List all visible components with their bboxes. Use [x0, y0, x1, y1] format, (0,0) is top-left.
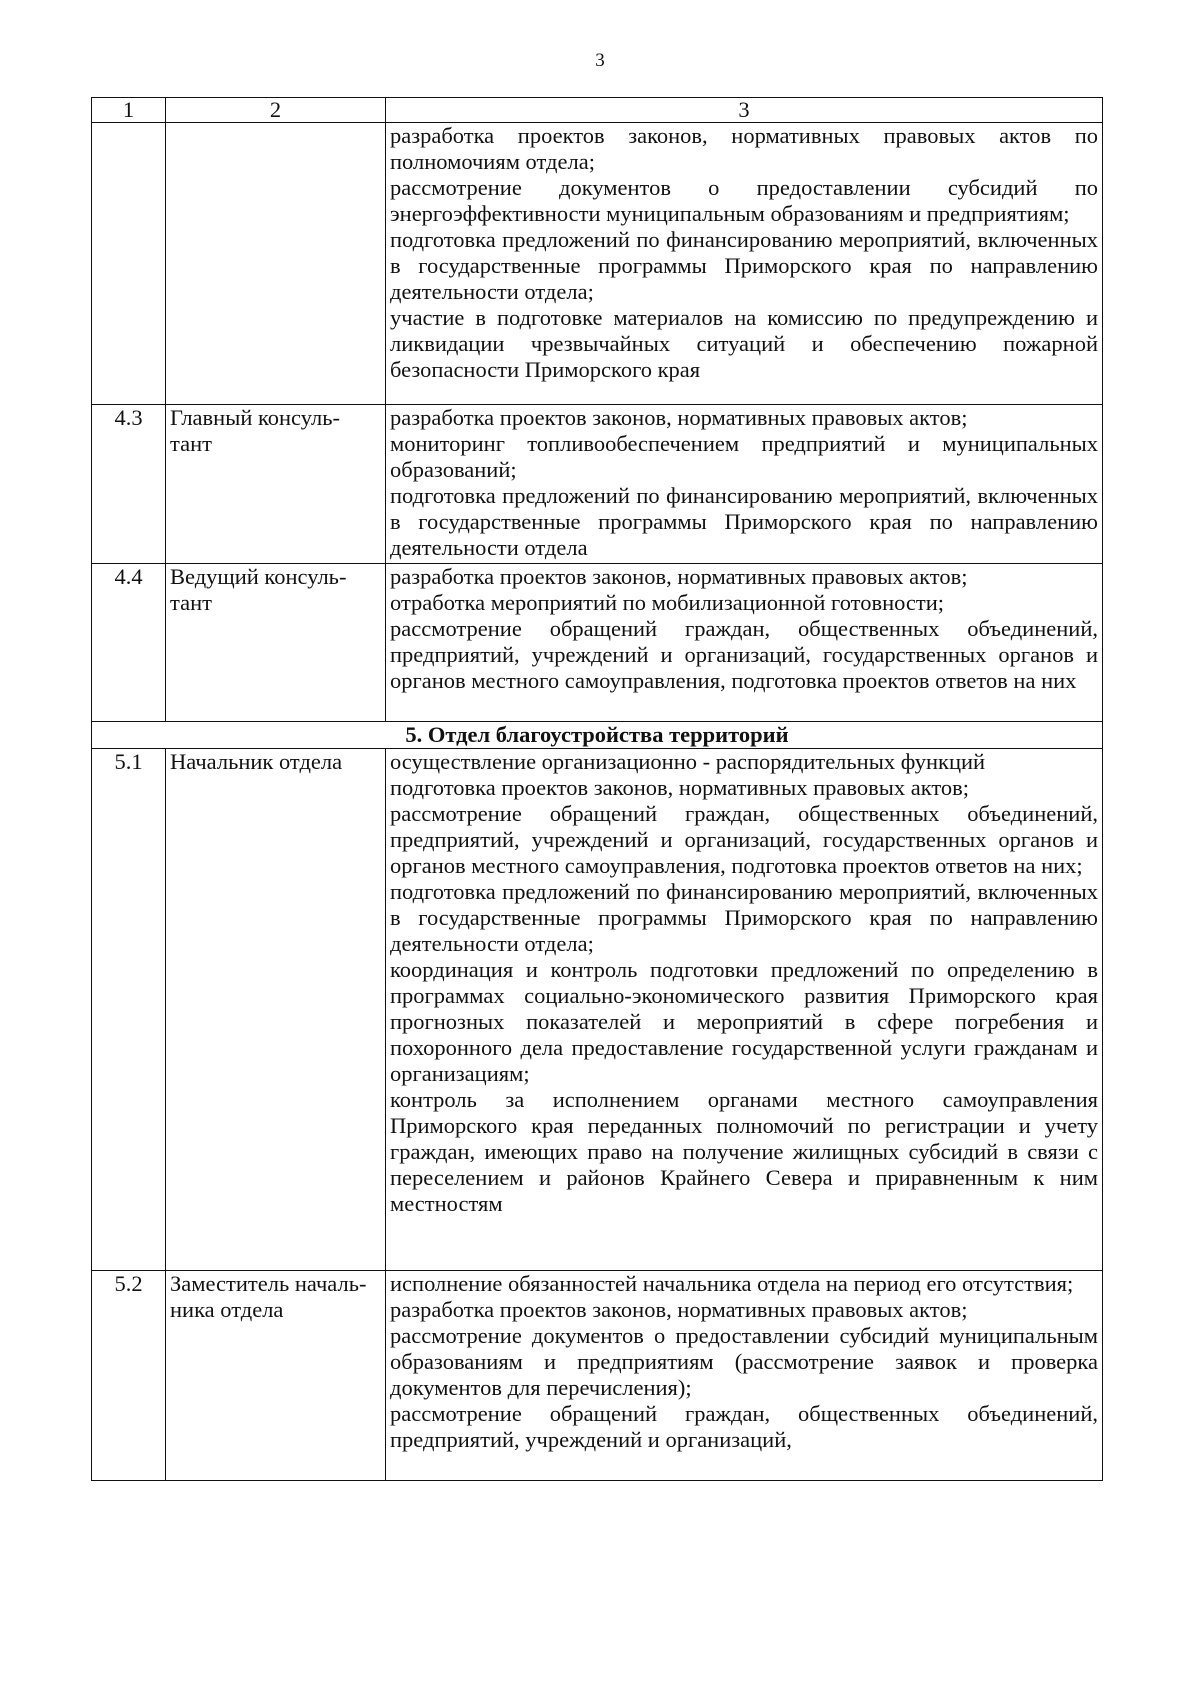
row-num-cell: 5.1 [92, 749, 166, 1271]
duty-line: участие в подготовке материалов на комиссию по предупреждению и ликвидации чрезвычайных ситуаций и обеспечению пожарной безопасности Приморского края [390, 305, 1098, 382]
duty-line: исполнение обязанностей начальника отдела на период его отсутствия; [390, 1271, 1074, 1296]
position-cell: Ведущий консуль-тант [166, 564, 386, 722]
position-cell: Начальник отдела [166, 749, 386, 1271]
duty-line: разработка проектов законов, нормативных правовых актов; [390, 1297, 968, 1322]
duty-line: разработка проектов законов, нормативных правовых актов по полномочиям отдела; [390, 123, 1098, 174]
row-num-cell: 5.2 [92, 1271, 166, 1481]
section-header-row [92, 722, 1103, 749]
table-row [92, 405, 1103, 564]
table-row [92, 564, 1103, 722]
row-num-cell [92, 123, 166, 405]
duties-cell [386, 564, 1103, 722]
duty-line: разработка проектов законов, нормативных правовых актов; [390, 405, 968, 430]
duty-line: рассмотрение обращений граждан, общественных объединений, предприятий, учреждений и организаций, государственных органов и органов местного самоуправления, подготовка проектов ответов на них [390, 616, 1098, 693]
duties-cell [386, 1271, 1103, 1481]
duty-line: подготовка предложений по финансированию мероприятий, включенных в государственные программы Приморского края по направлению деятельности отдела [390, 483, 1098, 560]
duties-table [91, 97, 1103, 1481]
table-row [92, 749, 1103, 1271]
position-cell [166, 123, 386, 405]
page-number: 3 [595, 50, 605, 71]
row-num-cell: 4.3 [92, 405, 166, 564]
duty-line: подготовка предложений по финансированию мероприятий, включенных в государственные программы Приморского края по направлению деятельности отдела; [390, 879, 1098, 956]
duty-line: координация и контроль подготовки предложений по определению в программах социально-экономического развития Приморского края прогнозных показателей и мероприятий в сфере погребения и похоронного дела предоставление государственной услуги гражданам и организациям; [390, 957, 1098, 1086]
duty-line: отработка мероприятий по мобилизационной готовности; [390, 590, 945, 615]
table-row [92, 1271, 1103, 1481]
duty-line: рассмотрение документов о предоставлении субсидий по энергоэффективности муниципальным образованиям и предприятиям; [390, 175, 1098, 226]
table-header-row [92, 98, 1103, 123]
header-col-1: 1 [92, 98, 166, 123]
duties-cell [386, 749, 1103, 1271]
duty-line: осуществление организационно - распорядительных функций [390, 749, 986, 774]
header-col-3: 3 [386, 98, 1103, 123]
duty-line: рассмотрение обращений граждан, общественных объединений, предприятий, учреждений и организаций, государственных органов и органов местного самоуправления, подготовка проектов ответов на них; [390, 801, 1098, 878]
section-title: 5. Отдел благоустройства территорий [92, 722, 1103, 749]
table-row [92, 123, 1103, 405]
header-col-2: 2 [166, 98, 386, 123]
duty-line: подготовка предложений по финансированию мероприятий, включенных в государственные программы Приморского края по направлению деятельности отдела; [390, 227, 1098, 304]
duty-line: мониторинг топливообеспечением предприятий и муниципальных образований; [390, 431, 1098, 482]
duty-line: подготовка проектов законов, нормативных правовых актов; [390, 775, 969, 800]
duty-line: рассмотрение документов о предоставлении субсидий муниципальным образованиям и предприятиям (рассмотрение заявок и проверка документов для перечисления); [390, 1323, 1098, 1400]
row-num-cell: 4.4 [92, 564, 166, 722]
duty-line: контроль за исполнением органами местного самоуправления Приморского края переданных полномочий по регистрации и учету граждан, имеющих право на получение жилищных субсидий в связи с переселением и районов Крайнего Севера и приравненным к ним местностям [390, 1087, 1098, 1216]
duty-line: разработка проектов законов, нормативных правовых актов; [390, 564, 968, 589]
duties-cell [386, 123, 1103, 405]
duty-line: рассмотрение обращений граждан, общественных объединений, предприятий, учреждений и организаций, [390, 1401, 1098, 1452]
duties-cell [386, 405, 1103, 564]
position-cell: Главный консуль-тант [166, 405, 386, 564]
position-cell: Заместитель началь-ника отдела [166, 1271, 386, 1481]
